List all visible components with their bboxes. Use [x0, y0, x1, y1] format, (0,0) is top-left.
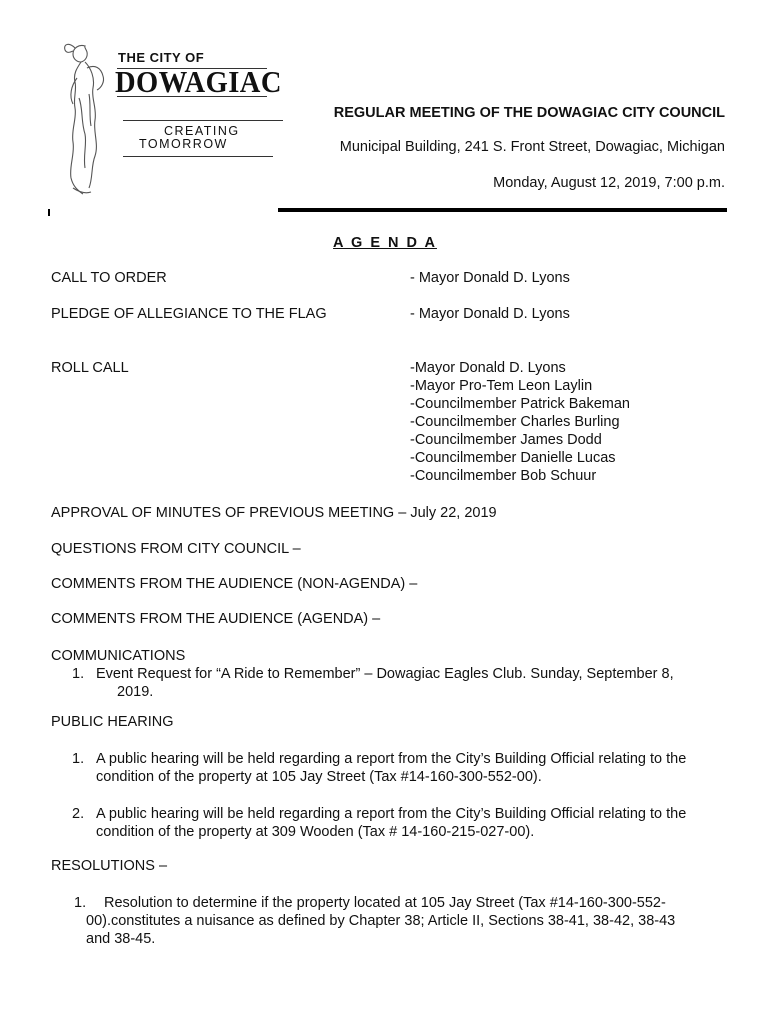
rule-tick: [48, 209, 50, 216]
communications-item-text: Event Request for “A Ride to Remember” – Dowagiac Eagles Club. Sunday, September 8,: [96, 666, 674, 682]
roll-call-member: -Councilmember Danielle Lucas: [410, 450, 616, 466]
approval-of-minutes: APPROVAL OF MINUTES OF PREVIOUS MEETING – July 22, 2019: [51, 505, 497, 521]
meeting-location: Municipal Building, 241 S. Front Street, Dowagiac, Michigan: [339, 139, 725, 155]
header-rule: [278, 208, 727, 212]
public-hearing-item-number: 2.: [72, 806, 85, 822]
roll-call-member: -Mayor Pro-Tem Leon Laylin: [410, 378, 593, 394]
communications-heading: COMMUNICATIONS: [51, 648, 186, 664]
communications-item-text: 2019.: [117, 684, 154, 700]
public-hearing-item-text: condition of the property at 105 Jay Street (Tax #14-160-300-552-00).: [96, 769, 542, 785]
roll-call-member: -Councilmember James Dodd: [410, 432, 602, 448]
agenda-heading: A G E N D A: [333, 235, 437, 251]
logo-city-name: DOWAGIAC: [115, 64, 282, 99]
logo-tagline-2: TOMORROW: [139, 137, 228, 151]
public-hearing-item-text: A public hearing will be held regarding a report from the City’s Building Official relating to the: [96, 806, 687, 822]
meeting-date: Monday, August 12, 2019, 7:00 p.m.: [493, 175, 725, 191]
pledge-label: PLEDGE OF ALLEGIANCE TO THE FLAG: [51, 306, 327, 322]
call-to-order-who: - Mayor Donald D. Lyons: [410, 270, 570, 286]
call-to-order-label: CALL TO ORDER: [51, 270, 167, 286]
resolutions-heading: RESOLUTIONS –: [51, 858, 168, 874]
roll-call-member: -Councilmember Charles Burling: [410, 414, 620, 430]
roll-call-member: -Councilmember Patrick Bakeman: [410, 396, 630, 412]
pledge-who: - Mayor Donald D. Lyons: [410, 306, 570, 322]
questions-from-council: QUESTIONS FROM CITY COUNCIL –: [51, 541, 301, 557]
logo-city-of: THE CITY OF: [118, 50, 205, 65]
roll-call-label: ROLL CALL: [51, 360, 129, 376]
public-hearing-item-number: 1.: [72, 751, 85, 767]
logo-tagline-1: CREATING: [164, 124, 240, 138]
communications-item-number: 1.: [72, 666, 85, 682]
resolutions-item-number: 1.: [74, 895, 87, 911]
roll-call-member: -Councilmember Bob Schuur: [410, 468, 597, 484]
roll-call-member: -Mayor Donald D. Lyons: [410, 360, 566, 376]
public-hearing-item-text: condition of the property at 309 Wooden (Tax # 14-160-215-027-00).: [96, 824, 535, 840]
woman-figure-icon: [55, 38, 125, 198]
resolutions-item-text: 00).constitutes a nuisance as defined by Chapter 38; Article II, Sections 38-41, 38-42, 38-43: [86, 913, 676, 929]
comments-non-agenda: COMMENTS FROM THE AUDIENCE (NON-AGENDA) –: [51, 576, 418, 592]
resolutions-item-text: Resolution to determine if the property located at 105 Jay Street (Tax #14-160-300-552-: [104, 895, 666, 911]
resolutions-item-text: and 38-45.: [86, 931, 156, 947]
comments-agenda: COMMENTS FROM THE AUDIENCE (AGENDA) –: [51, 611, 381, 627]
meeting-title: REGULAR MEETING OF THE DOWAGIAC CITY COUNCIL: [333, 105, 725, 121]
public-hearing-heading: PUBLIC HEARING: [51, 714, 174, 730]
public-hearing-item-text: A public hearing will be held regarding a report from the City’s Building Official relating to the: [96, 751, 687, 767]
